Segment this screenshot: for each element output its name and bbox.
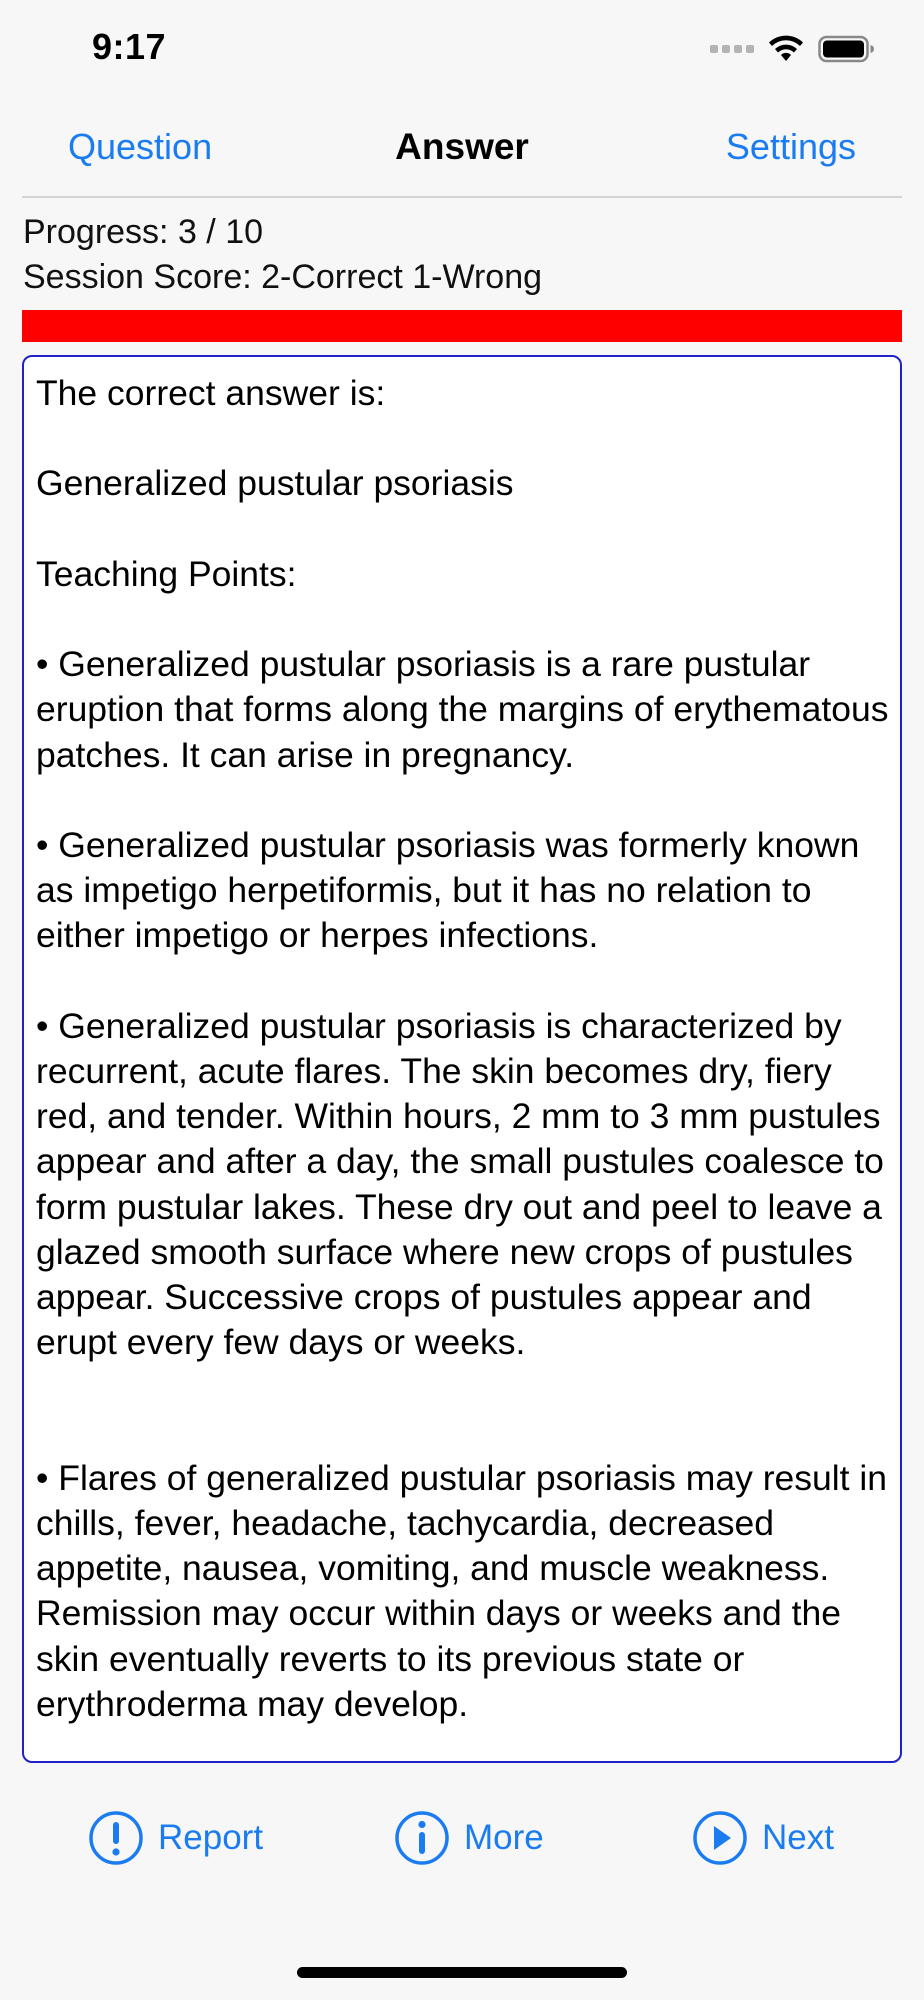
answer-content (24, 357, 900, 1727)
report-label: Report (158, 1818, 264, 1857)
bottom-toolbar (0, 1808, 924, 1868)
answer-intro: The correct answer is: (36, 373, 386, 413)
answer-text-box[interactable] (22, 355, 902, 1763)
question-tab-button[interactable]: Question (68, 126, 213, 167)
teaching-point: • Generalized pustular psoriasis is characterized by recurrent, acute flares. The skin becomes dry, fiery red, and tender. Within hours, 2 mm to 3 mm pustules appear and after a day, the small pustules coalesce to form pustular lakes. These dry out and peel to leave a glazed smooth surface where new crops of pustules appear. Successive crops of pustules appear and erupt every few days or weeks. (36, 1005, 884, 1363)
info-circle-icon (394, 1810, 450, 1866)
report-button[interactable] (88, 1808, 263, 1868)
teaching-point: • Generalized pustular psoriasis is a rare pustular eruption that forms along the margins of erythematous patches. It can arise in pregnancy. (36, 644, 889, 775)
correct-answer: Generalized pustular psoriasis (36, 463, 514, 504)
page-title: Answer (395, 126, 529, 167)
more-button[interactable] (394, 1808, 544, 1868)
home-indicator (297, 1967, 627, 1978)
status-bar (0, 0, 924, 100)
more-label: More (464, 1818, 544, 1857)
status-icons (710, 34, 876, 64)
settings-button[interactable]: Settings (725, 126, 856, 167)
signal-dots-icon (710, 45, 754, 53)
play-circle-icon (692, 1810, 748, 1866)
teaching-points-heading: Teaching Points: (36, 553, 297, 594)
session-score-label: Session Score: 2-Correct 1-Wrong (23, 258, 543, 296)
progress-info (23, 210, 542, 300)
next-button[interactable] (692, 1808, 834, 1868)
progress-label: Progress: 3 / 10 (23, 213, 264, 251)
next-label: Next (762, 1818, 834, 1857)
wifi-icon (768, 35, 804, 63)
nav-bar (22, 108, 902, 198)
teaching-point: • Flares of generalized pustular psoriasis may result in chills, fever, headache, tachycardia, decreased appetite, nausea, vomiting, and muscle weakness. Remission may occur within days or weeks and the skin eventually reverts to its previous state or erythroderma may develop. (36, 1457, 887, 1724)
battery-icon (818, 35, 876, 63)
status-time: 9:17 (92, 26, 167, 67)
teaching-point: • Generalized pustular psoriasis was formerly known as impetigo herpetiformis, but it has no relation to either impetigo or herpes infections. (36, 824, 860, 956)
exclamation-circle-icon (88, 1810, 144, 1866)
progress-bar (22, 310, 902, 342)
